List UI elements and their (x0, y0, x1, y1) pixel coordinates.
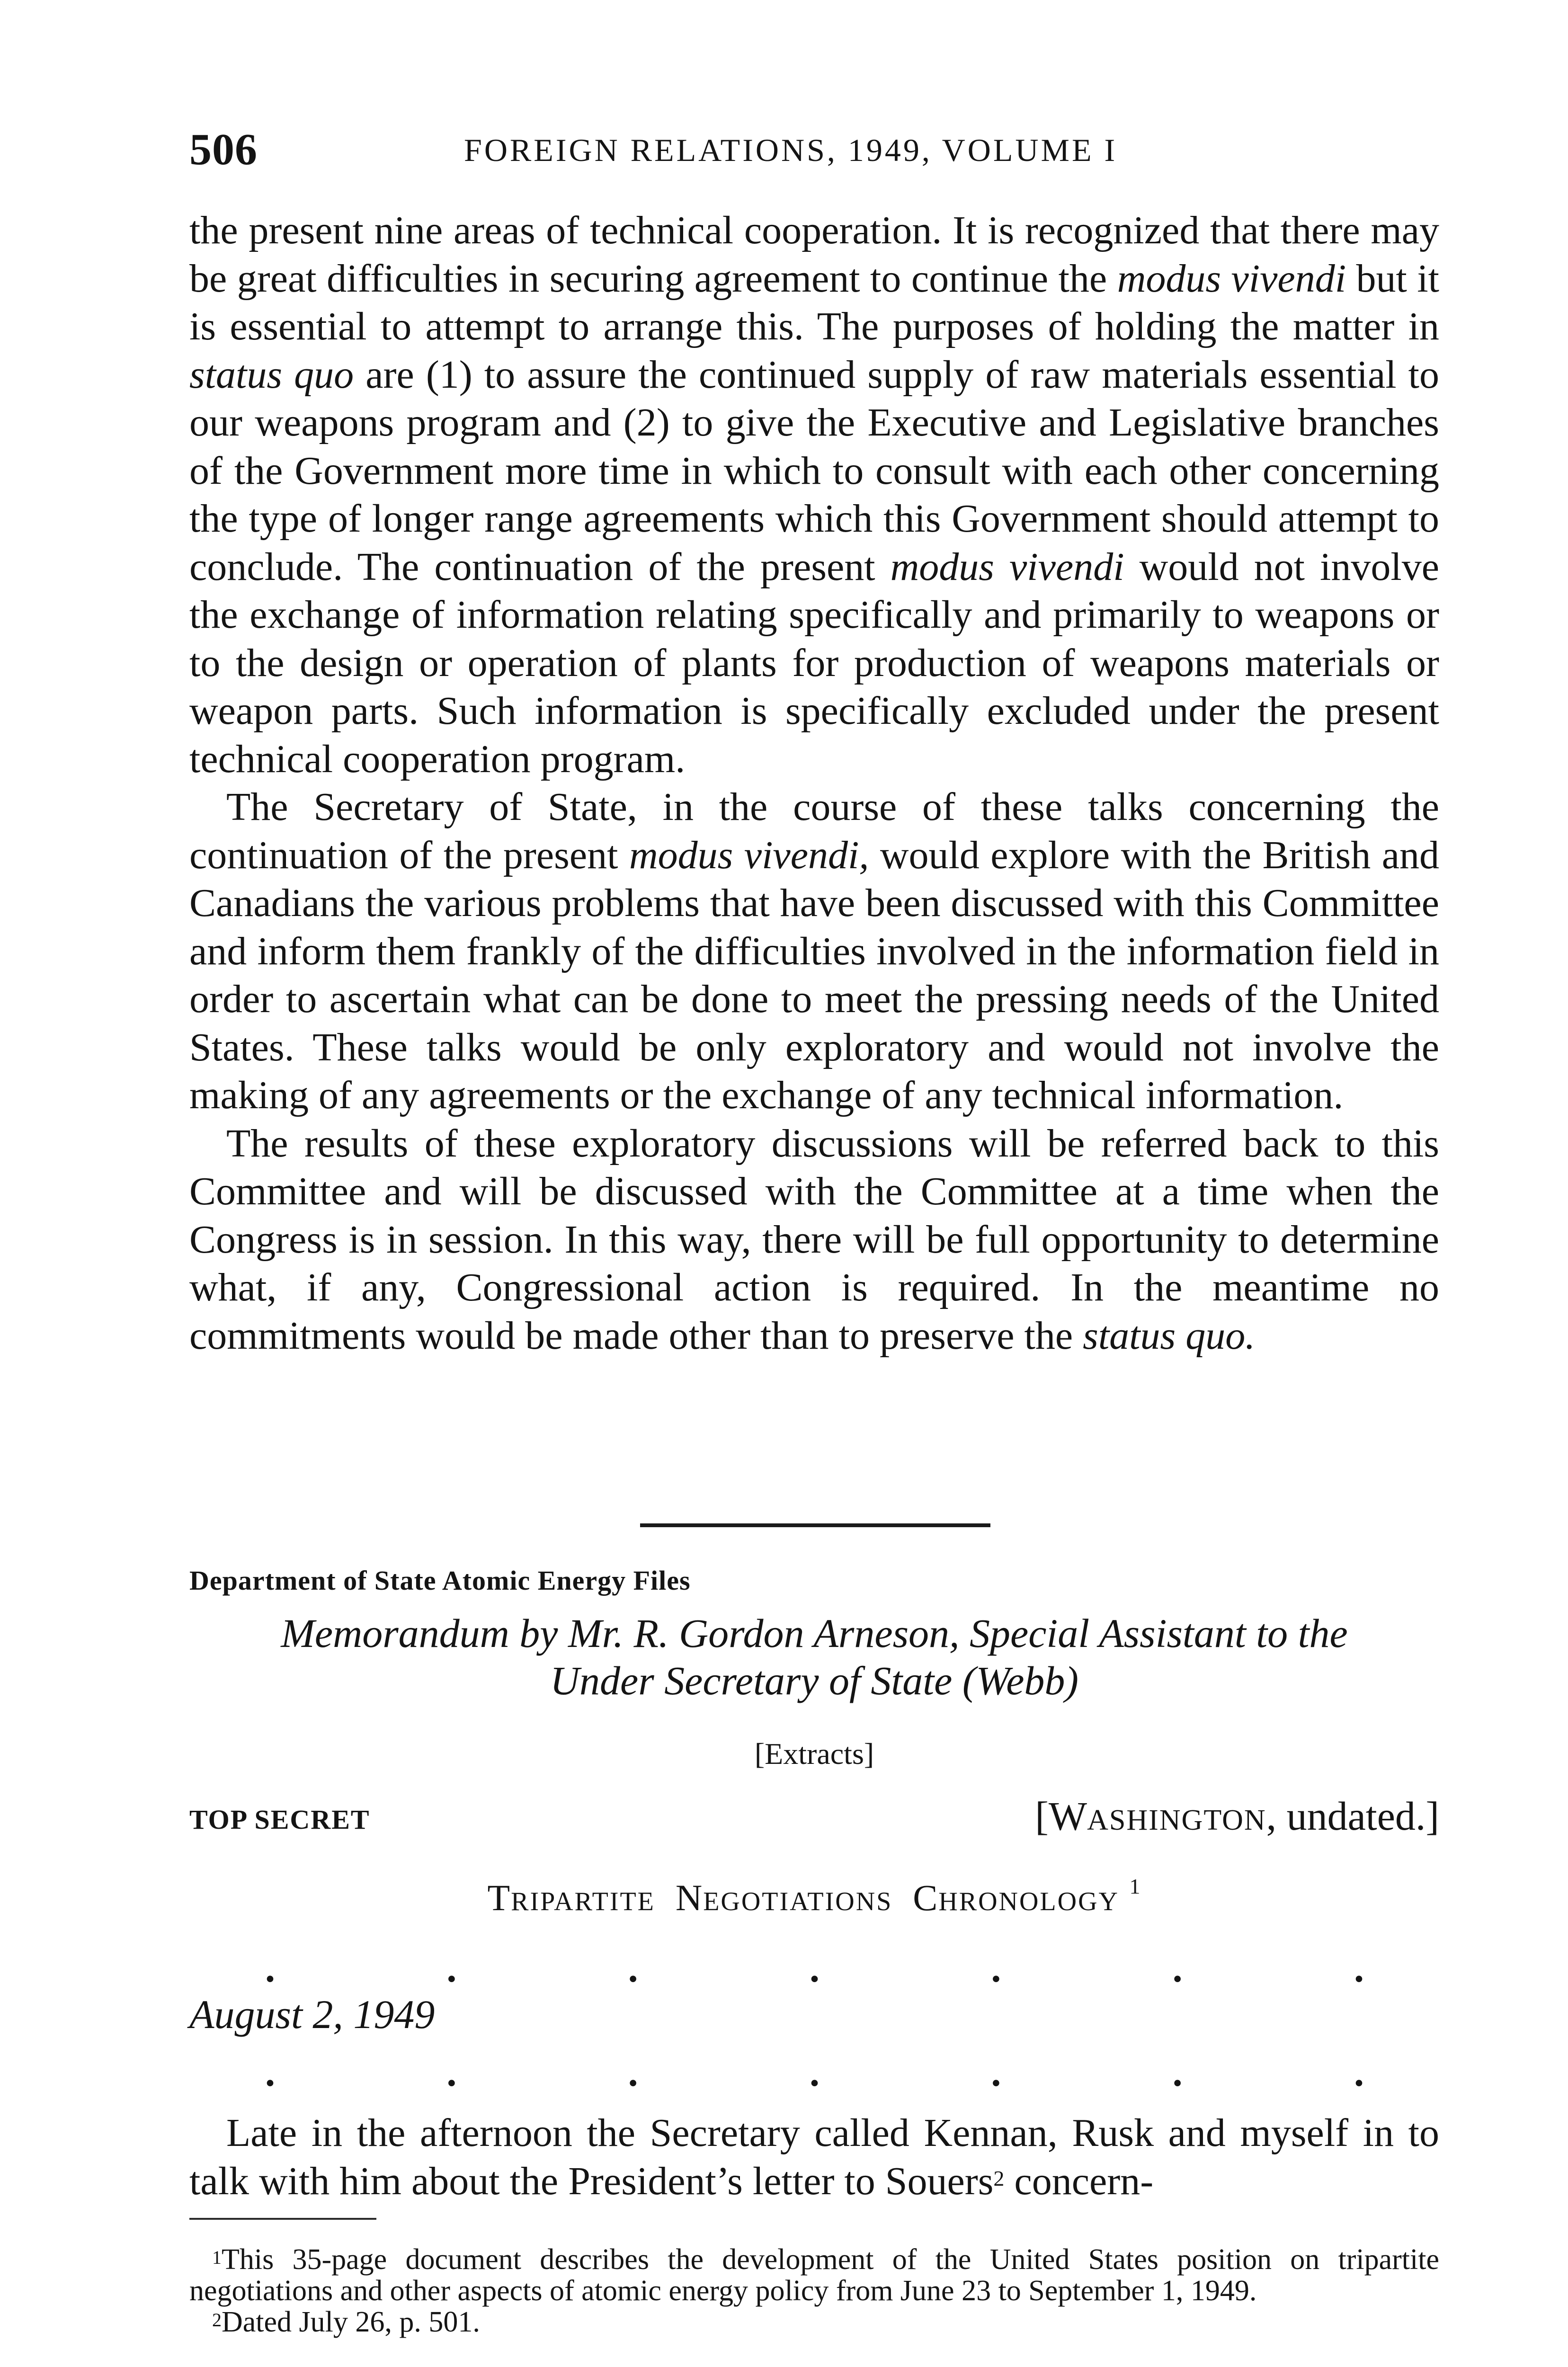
memo-title-line-1: Memorandum by Mr. R. Gordon Arneson, Special Assistant to the (281, 1611, 1348, 1656)
section-divider (640, 1523, 990, 1527)
italic-term: modus vivendi (1117, 256, 1346, 301)
heading-word: HRONOLOGY (938, 1887, 1119, 1916)
dot: . (809, 1947, 820, 1991)
footnote-text: This 35-page document describes the development of the United States position on tripartite negotiations and other aspects of atomic energy policy from June 23 to September 1, 1949. (189, 2243, 1439, 2307)
dot: . (1172, 1947, 1183, 1991)
footnote-text: Dated July 26, p. 501. (222, 2306, 480, 2338)
dot: . (265, 2051, 275, 2095)
main-text (189, 206, 1439, 1360)
text-run: The results of these exploratory discussions will be referred back to this Committee and will be discussed with the Committee at a time when the Congress is in session. In this way, there will be full opportunity to determine what, if any, Congressional action is required. In the meantime no commitments would be made other than to preserve the (189, 1121, 1439, 1358)
paragraph-2 (189, 783, 1439, 1120)
text-run: The Secretary of State, in the course of these talks concerning the continuation of the present (189, 785, 1439, 877)
dot: . (628, 2051, 638, 2095)
text-run: would explore with the British and Canadians the various problems that have been discussed with this Committee and inform them frankly of the difficulties involved in the information field in order to ascertain what can be done to meet the pressing needs of the United States. These talks would be only exploratory and would not involve the making of any agreements or the exchange of any technical information. (189, 833, 1440, 1117)
page-number: 506 (189, 125, 258, 174)
dateline-initial: W (1048, 1793, 1087, 1839)
italic-term: modus vivendi (890, 544, 1124, 589)
document-source: Department of State Atomic Energy Files (189, 1565, 691, 1596)
footnote-ref: 2 (993, 2166, 1005, 2190)
memo-title (189, 1610, 1439, 1704)
classification-label: TOP SECRET (189, 1804, 370, 1835)
footnote-number: 2 (212, 2309, 222, 2331)
dot: . (1354, 2051, 1364, 2095)
dot: . (991, 2051, 1001, 2095)
italic-term: modus vivendi, (629, 833, 869, 877)
dateline-rest: , undated.] (1266, 1793, 1439, 1839)
dateline-place: ASHINGTON (1087, 1804, 1266, 1836)
dot: . (991, 1947, 1001, 1991)
heading-initial: T (487, 1877, 511, 1918)
dot: . (446, 1947, 457, 1991)
page-header (189, 124, 1439, 181)
dateline-bracket: [ (1035, 1793, 1049, 1839)
heading-initial: C (913, 1877, 939, 1918)
heading-word: RIPARTITE (511, 1887, 655, 1916)
running-title: FOREIGN RELATIONS, 1949, VOLUME I (464, 132, 1118, 168)
paragraph-1 (189, 206, 1439, 783)
footnote-2 (189, 2306, 1439, 2338)
text-run: the present nine areas of technical cooperation. It is recognized that there may be great difficulties in securing agreement to continue the (189, 208, 1439, 301)
footnote-number: 1 (212, 2247, 222, 2268)
italic-term: status quo. (1083, 1313, 1256, 1358)
text-run: would not involve the exchange of information relating specifically and primarily to weapons or to the design or operation of plants for production of weapons materials or weapon parts. Such information is specifically excluded under the present technical cooperation program. (189, 544, 1439, 781)
memo-title-line-2: Under Secretary of State (Webb) (550, 1658, 1079, 1703)
dateline (1035, 1792, 1439, 1840)
italic-term: status quo (189, 352, 354, 397)
footnotes (189, 2244, 1439, 2338)
paragraph-3 (189, 1120, 1439, 1360)
heading-word: EGOTIATIONS (703, 1887, 893, 1916)
dot: . (265, 1947, 275, 1991)
text-run: Late in the afternoon the Secretary called Kennan, Rusk and myself in to talk with him about the President’s letter to Souers (189, 2111, 1439, 2203)
omission-dots (189, 1946, 1439, 1992)
footnote-rule (189, 2218, 376, 2220)
text-run: concern- (1004, 2159, 1154, 2203)
dot: . (809, 2051, 820, 2095)
dot: . (446, 2051, 457, 2095)
section-date: August 2, 1949 (189, 1992, 435, 2037)
section-heading (189, 1874, 1439, 1919)
extracts-label: [Extracts] (754, 1737, 874, 1771)
text-run: are (1) to assure the continued supply of raw materials essential to our weapons program and (2) to give the Executive and Legislative branches of the Government more time in which to consult with each other concerning the type of longer range agreements which this Government should attempt to conclude. The continuation of the present (189, 352, 1439, 589)
footnote-ref: 1 (1129, 1874, 1141, 1898)
dot: . (628, 1947, 638, 1991)
dot: . (1172, 2051, 1183, 2095)
text-run: but it is essential to attempt to arrange this. The purposes of holding the matter in (189, 256, 1440, 348)
omission-dots (189, 2050, 1439, 2096)
memo-text (189, 2109, 1439, 2205)
footnote-1 (189, 2244, 1439, 2306)
dot: . (1354, 1947, 1364, 1991)
heading-initial: N (675, 1877, 704, 1918)
paragraph-4 (189, 2109, 1439, 2205)
